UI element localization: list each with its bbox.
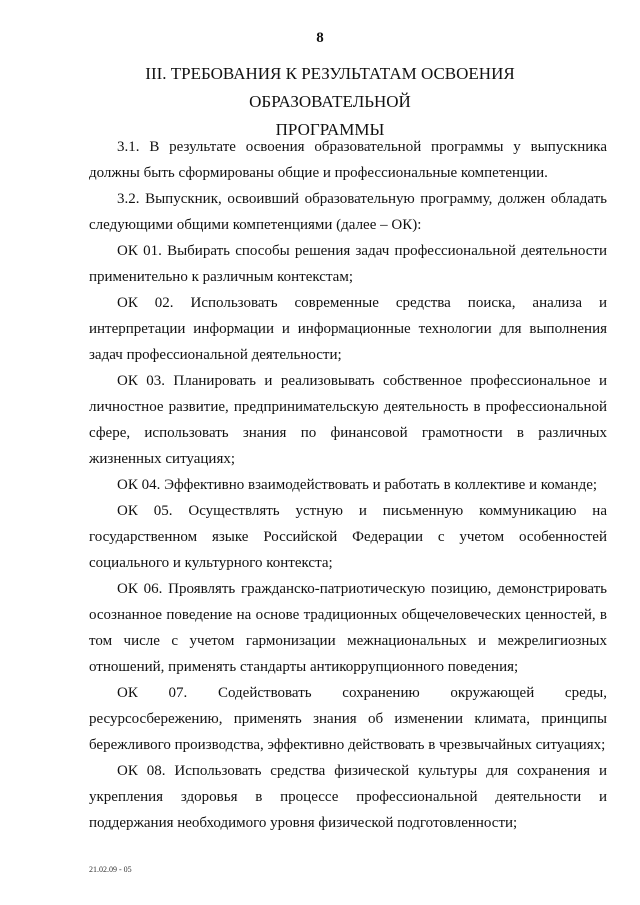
competency-ok-03: ОК 03. Планировать и реализовывать собственное профессиональное и личностное развитие, предпринимательскую деятельность в профессиональной сфере, использовать знания по финансовой грамотности в различных жизненных ситуациях; bbox=[89, 373, 607, 467]
footer-document-code: 21.02.09 - 05 bbox=[89, 865, 132, 874]
competency-ok-02: ОК 02. Использовать современные средства поиска, анализа и интерпретации информации и информационные технологии для выполнения задач профессиональной деятельности; bbox=[89, 295, 607, 363]
competency-ok-04: ОК 04. Эффективно взаимодействовать и работать в коллективе и команде; bbox=[117, 477, 598, 493]
competency-ok-08: ОК 08. Использовать средства физической культуры для сохранения и укрепления здоровья в процессе профессиональной деятельности и поддержания необходимого уровня физической подготовленности; bbox=[89, 763, 607, 831]
section-title bbox=[70, 60, 590, 144]
section-title-line-2: ПРОГРАММЫ bbox=[275, 120, 385, 139]
body-text bbox=[89, 134, 607, 836]
competency-ok-05: ОК 05. Осуществлять устную и письменную коммуникацию на государственном языке Российской Федерации с учетом особенностей социального и культурного контекста; bbox=[89, 503, 607, 571]
paragraph-3-2: 3.2. Выпускник, освоивший образовательную программу, должен обладать следующими общими компетенциями (далее – ОК): bbox=[89, 191, 607, 233]
paragraph-3-1: 3.1. В результате освоения образовательной программы у выпускника должны быть сформированы общие и профессиональные компетенции. bbox=[89, 139, 607, 181]
competency-ok-06: ОК 06. Проявлять гражданско-патриотическую позицию, демонстрировать осознанное поведение на основе традиционных общечеловеческих ценностей, в том числе с учетом гармонизации межнациональных и межрелигиозных отношений, применять стандарты антикоррупционного поведения; bbox=[89, 581, 607, 675]
competency-ok-07: ОК 07. Содействовать сохранению окружающей среды, ресурсосбережению, применять знания об изменении климата, принципы бережливого производства, эффективно действовать в чрезвычайных ситуациях; bbox=[89, 685, 607, 753]
competency-ok-01: ОК 01. Выбирать способы решения задач профессиональной деятельности применительно к различным контекстам; bbox=[89, 243, 607, 285]
page-number: 8 bbox=[316, 30, 324, 46]
section-title-line-1: III. ТРЕБОВАНИЯ К РЕЗУЛЬТАТАМ ОСВОЕНИЯ ОБРАЗОВАТЕЛЬНОЙ bbox=[145, 64, 515, 111]
